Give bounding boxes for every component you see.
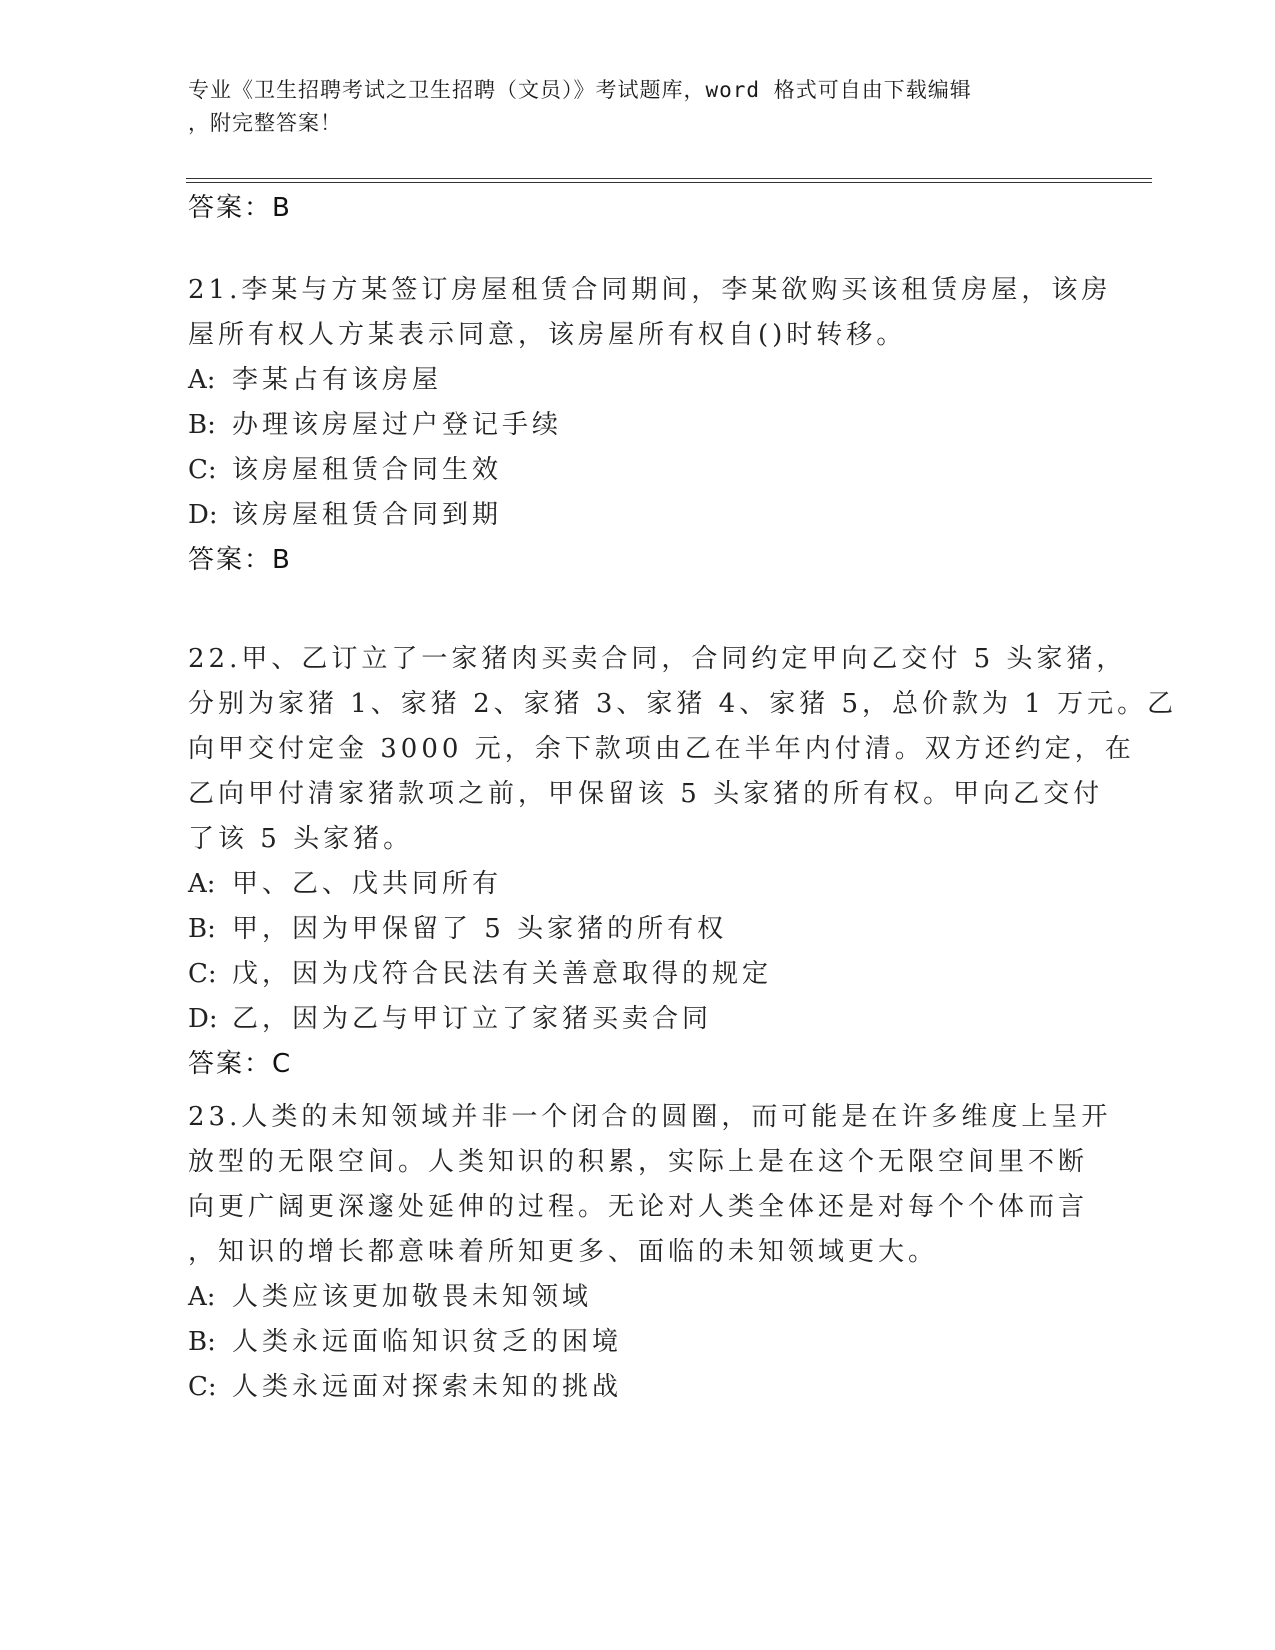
question-text-line: 23.人类的未知领域并非一个闭合的圆圈，而可能是在许多维度上呈开 <box>188 1102 1112 1132</box>
option-d <box>188 997 1088 1042</box>
option-c <box>188 1365 1088 1410</box>
option-a <box>188 862 1088 907</box>
header-divider-bottom <box>186 182 1152 183</box>
document-header <box>188 74 1068 140</box>
answer-label: 答案：B <box>188 545 292 575</box>
option-text: 人类永远面临知识贫乏的困境 <box>232 1327 623 1357</box>
question-text-line: 22.甲、乙订立了一家猪肉买卖合同，合同约定甲向乙交付 5 头家猪， <box>188 644 1127 674</box>
option-b <box>188 907 1088 952</box>
option-text: 乙，因为乙与甲订立了家猪买卖合同 <box>232 1004 713 1034</box>
option-a <box>188 358 1088 403</box>
option-text: 办理该房屋过户登记手续 <box>232 410 563 440</box>
question-text-line: 放型的无限空间。人类知识的积累，实际上是在这个无限空间里不断 <box>188 1147 1089 1177</box>
question-text-line: 了该 5 头家猪。 <box>188 824 414 854</box>
option-key: C: <box>188 959 217 989</box>
question-text-line: 向甲交付定金 3000 元，余下款项由乙在半年内付清。双方还约定，在 <box>188 734 1135 764</box>
option-text: 戊，因为戊符合民法有关善意取得的规定 <box>232 959 773 989</box>
question-text-line: 分别为家猪 1、家猪 2、家猪 3、家猪 4、家猪 5，总价款为 1 万元。乙 <box>188 689 1178 719</box>
question-22 <box>188 637 1178 1087</box>
option-text: 人类永远面对探索未知的挑战 <box>232 1372 623 1402</box>
question-text-line: 21.李某与方某签订房屋租赁合同期间，李某欲购买该租赁房屋，该房 <box>188 275 1112 305</box>
header-line-1: 专业《卫生招聘考试之卫生招聘（文员）》考试题库，word 格式可自由下载编辑 <box>188 78 972 102</box>
option-a <box>188 1275 1088 1320</box>
header-line-2: ，附完整答案！ <box>188 111 342 135</box>
question-text-line: ，知识的增长都意味着所知更多、面临的未知领域更大。 <box>188 1237 939 1267</box>
option-text: 该房屋租赁合同到期 <box>232 500 503 530</box>
option-text: 李某占有该房屋 <box>232 365 443 395</box>
question-text-line: 屋所有权人方某表示同意，该房屋所有权自()时转移。 <box>188 320 907 350</box>
option-key: C: <box>188 455 217 485</box>
option-c <box>188 952 1088 997</box>
previous-answer-block <box>188 186 1088 231</box>
option-d <box>188 493 1088 538</box>
question-text-line: 向更广阔更深邃处延伸的过程。无论对人类全体还是对每个个体而言 <box>188 1192 1089 1222</box>
option-key: D: <box>188 1004 218 1034</box>
option-key: B: <box>188 914 216 944</box>
option-text: 该房屋租赁合同生效 <box>232 455 503 485</box>
option-key: B: <box>188 410 216 440</box>
question-text-line: 乙向甲付清家猪款项之前，甲保留该 5 头家猪的所有权。甲向乙交付 <box>188 779 1104 809</box>
answer-label: 答案：B <box>188 193 292 223</box>
option-b <box>188 1320 1088 1365</box>
option-text: 人类应该更加敬畏未知领域 <box>232 1282 593 1312</box>
option-key: A: <box>188 1282 216 1312</box>
option-key: A: <box>188 365 216 395</box>
option-key: A: <box>188 869 216 899</box>
header-divider-top <box>186 178 1152 179</box>
option-key: D: <box>188 500 218 530</box>
question-21 <box>188 268 1112 583</box>
option-key: B: <box>188 1327 216 1357</box>
answer-label: 答案：C <box>188 1049 293 1079</box>
option-text: 甲，因为甲保留了 5 头家猪的所有权 <box>232 914 728 944</box>
option-b <box>188 403 1088 448</box>
option-text: 甲、乙、戊共同所有 <box>232 869 503 899</box>
option-c <box>188 448 1088 493</box>
option-key: C: <box>188 1372 217 1402</box>
question-23 <box>188 1095 1112 1410</box>
